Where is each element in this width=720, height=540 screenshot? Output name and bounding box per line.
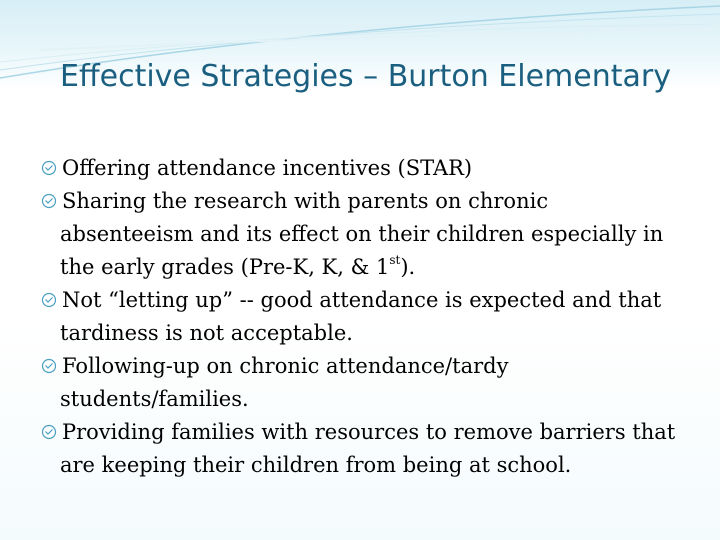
bullet-list [40,152,680,482]
bullet-text-end: ). [400,255,416,279]
list-item [40,152,680,185]
bullet-icon [40,159,58,177]
bullet-text: Offering attendance incentives (STAR) [62,156,473,180]
bullet-icon [40,291,58,309]
list-item [40,284,680,350]
list-item [40,416,680,482]
slide-title: Effective Strategies – Burton Elementary [60,59,671,94]
bullet-icon [40,192,58,210]
bullet-icon [40,423,58,441]
bullet-text [60,189,663,279]
ordinal-superscript: st [389,253,401,267]
bullet-text-main: Sharing the research with parents on chronic absenteeism and its effect on their children especially in the early grades (Pre-K, K, & 1 [60,189,664,279]
bullet-text: Following-up on chronic attendance/tardy students/families. [60,354,509,411]
bullet-text: Providing families with resources to remove barriers that are keeping their children from being at school. [60,420,676,477]
list-item [40,185,680,284]
bullet-text: Not “letting up” -- good attendance is expected and that tardiness is not acceptable. [60,288,662,345]
list-item [40,350,680,416]
bullet-icon [40,357,58,375]
